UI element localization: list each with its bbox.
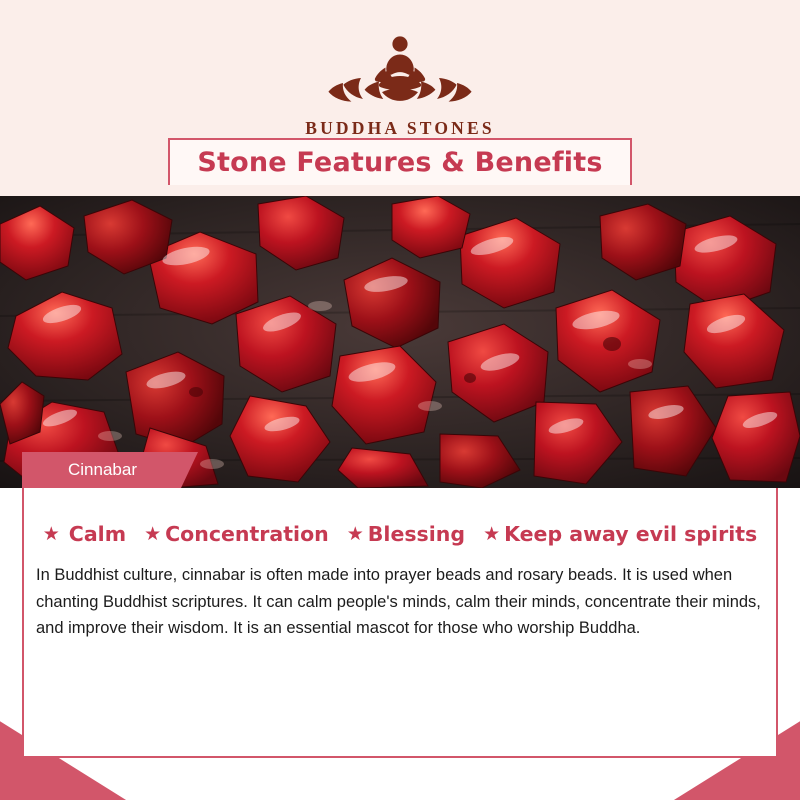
benefit-item-calm	[43, 522, 126, 546]
caption-tag	[22, 452, 181, 488]
benefit-item-keep-away-evil-spirits	[483, 522, 757, 546]
header-band	[0, 0, 800, 196]
benefit-label: Calm	[68, 522, 127, 546]
brand-name: BUDDHA STONES	[305, 118, 495, 138]
stone-name-caption: Cinnabar	[68, 460, 137, 479]
lotus-meditation-icon	[325, 26, 475, 112]
star-icon: ★	[346, 522, 364, 545]
benefit-item-blessing	[347, 522, 465, 546]
benefit-label: Keep away evil spirits	[504, 522, 758, 546]
benefit-item-concentration	[144, 522, 329, 546]
brand-logo	[0, 26, 800, 139]
benefit-label: Blessing	[367, 522, 466, 546]
star-icon: ★	[483, 522, 501, 545]
hero-image	[0, 196, 800, 488]
cinnabar-stones-illustration	[0, 196, 800, 488]
description-panel	[22, 488, 778, 758]
star-icon: ★	[144, 522, 162, 545]
page-title: Stone Features & Benefits	[197, 147, 603, 178]
star-icon: ★	[42, 522, 60, 545]
benefits-list	[24, 522, 776, 546]
benefit-label: Concentration	[165, 522, 329, 546]
title-plate	[168, 138, 632, 185]
description-text: In Buddhist culture, cinnabar is often made into prayer beads and rosary beads. It is used when chanting Buddhist scriptures. It can calm people's minds, calm their minds, concentrate their minds, and improve their wisdom. It is an essential mascot for those who worship Buddha.	[36, 566, 761, 638]
